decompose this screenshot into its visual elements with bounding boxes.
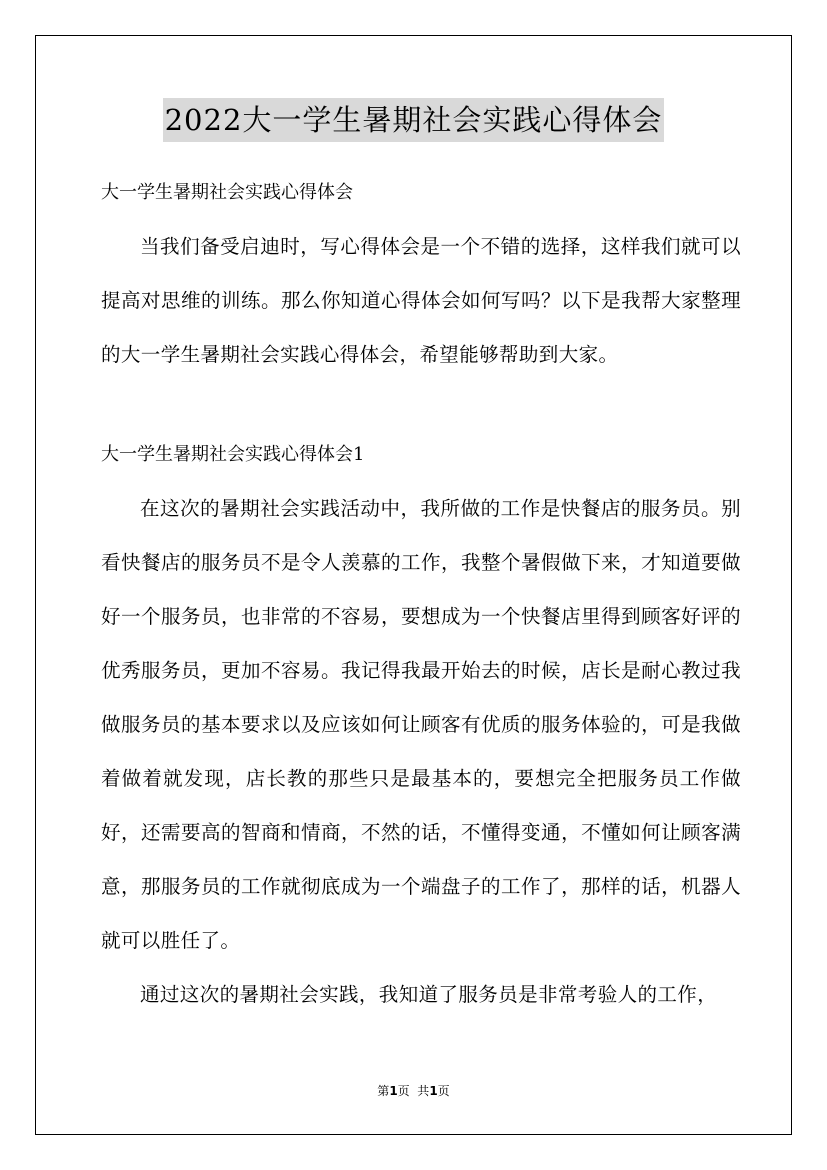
title-container	[0, 98, 827, 142]
document-body	[101, 166, 741, 1022]
section-gap	[101, 382, 741, 428]
intro-heading: 大一学生暑期社会实践心得体会	[101, 182, 353, 203]
document-title: 2022大一学生暑期社会实践心得体会	[163, 98, 665, 142]
footer-mid: 页 共	[397, 1084, 430, 1098]
page-footer	[0, 1082, 827, 1099]
section1-paragraph-1: 在这次的暑期社会实践活动中，我所做的工作是快餐店的服务员。别看快餐店的服务员不是令人羡慕的工作，我整个暑假做下来，才知道要做好一个服务员，也非常的不容易，要想成为一个快餐店里得到顾客好评的优秀服务员，更加不容易。我记得我最开始去的时候，店长是耐心教过我做服务员的基本要求以及应该如何让顾客有优质的服务体验的，可是我做着做着就发现，店长教的那些只是最基本的，要想完全把服务员工作做好，还需要高的智商和情商，不然的话，不懂得变通，不懂如何让顾客满意，那服务员的工作就彻底成为一个端盘子的工作了，那样的话，机器人就可以胜任了。	[101, 497, 741, 952]
section1-paragraph-2: 通过这次的暑期社会实践，我知道了服务员是非常考验人的工作，	[140, 983, 718, 1006]
footer-page-total: 1	[429, 1084, 438, 1098]
footer-suffix: 页	[437, 1084, 450, 1098]
intro-paragraph: 当我们备受启迪时，写心得体会是一个不错的选择，这样我们就可以提高对思维的训练。那么你知道心得体会如何写吗？以下是我帮大家整理的大一学生暑期社会实践心得体会，希望能够帮助到大家。	[101, 235, 741, 366]
section1-heading: 大一学生暑期社会实践心得体会1	[101, 444, 365, 465]
footer-prefix: 第	[377, 1084, 390, 1098]
footer-page-number: 1	[389, 1084, 398, 1098]
